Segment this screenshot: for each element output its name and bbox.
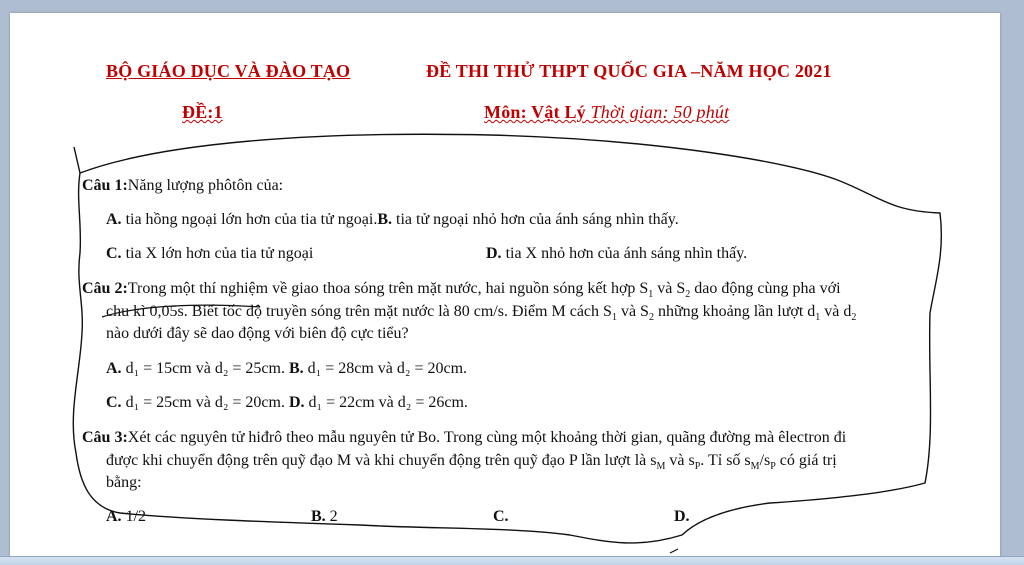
q3-line-3: bằng: — [106, 474, 142, 491]
q3-c-label: C. — [493, 508, 509, 525]
q3-text: Xét các nguyên tử hiđrô theo mẫu nguyên tử Bo. Trong cùng một khoảng thời gian, quãng đường mà êlectron đi — [127, 429, 847, 446]
q3-option-b — [311, 507, 338, 527]
q3-b-label: B. — [311, 508, 326, 525]
q3-text: /s — [759, 452, 771, 469]
q2-text: và S — [653, 280, 686, 297]
q2-b-text: d₁ = 28cm và d₂ = 20cm. — [303, 360, 468, 377]
q2-text: chu kì 0,05s. Biết tốc độ truyền sóng trên mặt nước là 80 cm/s. Điểm M cách S — [106, 303, 612, 320]
q2-c-label: C. — [106, 394, 122, 411]
q2-text: và S — [616, 303, 649, 320]
q2-label: Câu 2: — [82, 280, 128, 297]
q3-text: được khi chuyển động trên quỹ đạo M và khi chuyển động trên quỹ đạo P lần lượt là s — [106, 452, 657, 469]
q2-a-text: d₁ = 15cm và d₂ = 25cm. — [121, 360, 285, 377]
q3-text: có giá trị — [775, 452, 837, 469]
subject-label: Môn: Vật Lý — [484, 102, 591, 122]
q2-options-cd — [106, 393, 468, 413]
q2-d-text: d₁ = 22cm và d₂ = 26cm. — [304, 394, 468, 411]
subscript: 1 — [648, 289, 654, 301]
q2-text: Trong một thí nghiệm về giao thoa sóng trên mặt nước, hai nguồn sóng kết hợp S — [127, 280, 649, 297]
q2-line-1 — [82, 279, 841, 299]
q3-d-label: D. — [674, 508, 690, 525]
subject-line — [484, 102, 729, 123]
q1-c-text: tia X lớn hơn của tia tử ngoại — [121, 245, 314, 262]
subscript: 1 — [611, 312, 617, 324]
q3-line-2 — [106, 451, 837, 471]
q3-label: Câu 3: — [82, 429, 128, 446]
q3-option-d — [674, 507, 690, 527]
subscript: 2 — [685, 289, 691, 301]
time-limit: Thời gian: 50 phút — [590, 102, 730, 122]
ministry-heading: BỘ GIÁO DỤC VÀ ĐÀO TẠO — [106, 61, 351, 81]
subscript: M — [656, 461, 666, 473]
subscript: P — [770, 461, 776, 473]
subscript: M — [750, 461, 760, 473]
q1-a-label: A. — [106, 211, 122, 228]
subscript: 2 — [851, 312, 857, 324]
q3-a-label: A. — [106, 508, 122, 525]
q2-line-2 — [106, 302, 856, 322]
q1-options-ab — [106, 210, 679, 230]
q2-text: dao động cùng pha với — [690, 280, 841, 297]
q1-d-label: D. — [486, 245, 502, 262]
q3-text: và s — [665, 452, 695, 469]
exam-code: ĐỀ:1 — [182, 102, 223, 122]
q3-text: . Tỉ số s — [700, 452, 751, 469]
q2-text: những khoảng lần lượt d — [653, 303, 816, 320]
document-page — [10, 13, 1000, 556]
q1-option-c — [106, 244, 313, 264]
q2-line-3: nào dưới đây sẽ dao động với biên độ cực tiểu? — [106, 325, 409, 342]
q3-option-a — [106, 507, 146, 527]
q2-a-label: A. — [106, 360, 122, 377]
q1-a-text: tia hồng ngoại lớn hơn của tia tử ngoại. — [121, 211, 378, 228]
subscript: 2 — [648, 312, 654, 324]
q2-d-label: D. — [288, 394, 305, 411]
exam-title: ĐỀ THI THỬ THPT QUỐC GIA –NĂM HỌC 2021 — [426, 61, 832, 81]
subscript: P — [694, 461, 701, 473]
q1-d-text: tia X nhỏ hơn của ánh sáng nhìn thấy. — [501, 245, 748, 262]
q2-options-ab — [106, 359, 467, 379]
q1-stem-text: Năng lượng phôtôn của: — [127, 177, 284, 194]
q1-stem — [82, 176, 283, 196]
q1-label: Câu 1: — [82, 177, 128, 194]
q3-b-text: 2 — [325, 508, 338, 525]
q3-a-text: 1/2 — [121, 508, 147, 525]
q3-line-1 — [82, 428, 846, 448]
q3-option-c — [493, 507, 509, 527]
q2-b-label: B. — [288, 360, 304, 377]
q2-c-text: d₁ = 25cm và d₂ = 20cm. — [121, 394, 285, 411]
subscript: 1 — [815, 312, 821, 324]
q1-c-label: C. — [106, 245, 122, 262]
q1-b-text: tia tử ngoại nhỏ hơn của ánh sáng nhìn thấy. — [392, 211, 679, 228]
q1-b-label: B. — [377, 211, 392, 228]
q2-text: và d — [820, 303, 852, 320]
q1-option-d — [486, 244, 747, 264]
